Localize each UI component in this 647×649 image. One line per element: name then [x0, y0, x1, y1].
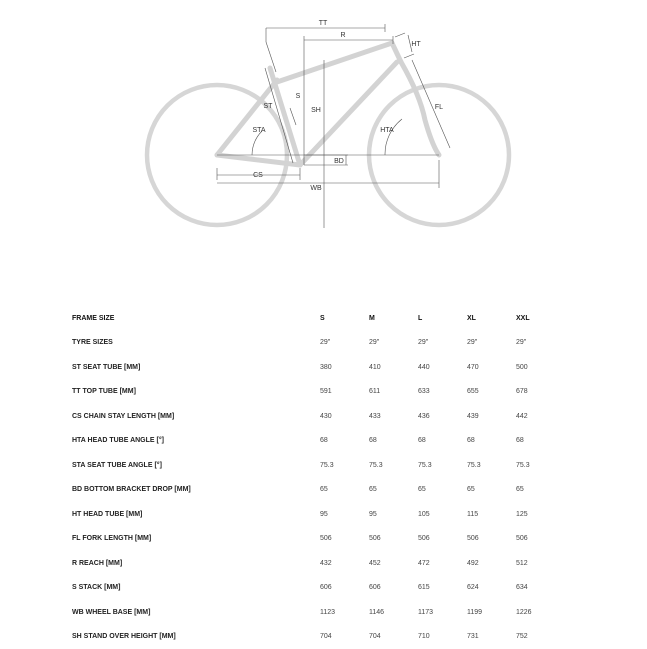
table-row — [72, 600, 565, 625]
row-label: TYRE SIZES — [72, 331, 320, 356]
row-value: 439 — [467, 404, 516, 429]
row-value: 75.3 — [369, 453, 418, 478]
row-value: 75.3 — [516, 453, 565, 478]
row-label: HT HEAD TUBE [MM] — [72, 502, 320, 527]
row-value: 68 — [467, 429, 516, 454]
hta-label: HTA — [380, 127, 394, 134]
table-header-row — [72, 306, 565, 331]
table-row — [72, 625, 565, 649]
row-value: 512 — [516, 551, 565, 576]
geometry-table — [72, 306, 565, 649]
size-s-header: S — [320, 306, 369, 331]
row-value: 492 — [467, 551, 516, 576]
row-value: 506 — [320, 527, 369, 552]
row-value: 115 — [467, 502, 516, 527]
row-value: 606 — [320, 576, 369, 601]
row-value: 655 — [467, 380, 516, 405]
table-row — [72, 478, 565, 503]
row-value: 433 — [369, 404, 418, 429]
row-value: 1199 — [467, 600, 516, 625]
row-value: 380 — [320, 355, 369, 380]
row-value: 75.3 — [320, 453, 369, 478]
table-row — [72, 380, 565, 405]
row-value: 615 — [418, 576, 467, 601]
row-value: 1146 — [369, 600, 418, 625]
row-value: 624 — [467, 576, 516, 601]
fl-label: FL — [435, 104, 443, 111]
row-value: 1173 — [418, 600, 467, 625]
row-value: 29" — [320, 331, 369, 356]
row-value: 500 — [516, 355, 565, 380]
bd-label: BD — [334, 158, 344, 165]
row-value: 125 — [516, 502, 565, 527]
row-value: 65 — [516, 478, 565, 503]
table-row — [72, 331, 565, 356]
row-label: FL FORK LENGTH [MM] — [72, 527, 320, 552]
table-row — [72, 551, 565, 576]
row-value: 29" — [369, 331, 418, 356]
row-value: 65 — [418, 478, 467, 503]
row-label: TT TOP TUBE [MM] — [72, 380, 320, 405]
tt-label: TT — [319, 20, 328, 27]
row-value: 752 — [516, 625, 565, 649]
frame-size-header: FRAME SIZE — [72, 306, 320, 331]
row-value: 633 — [418, 380, 467, 405]
st-label: ST — [264, 103, 274, 110]
row-value: 470 — [467, 355, 516, 380]
row-value: 506 — [369, 527, 418, 552]
row-label: WB WHEEL BASE [MM] — [72, 600, 320, 625]
row-value: 591 — [320, 380, 369, 405]
row-value: 1123 — [320, 600, 369, 625]
bike-geometry-diagram — [0, 0, 647, 240]
row-value: 432 — [320, 551, 369, 576]
row-value: 75.3 — [467, 453, 516, 478]
row-value: 29" — [418, 331, 467, 356]
row-value: 410 — [369, 355, 418, 380]
sta-label: STA — [252, 127, 265, 134]
row-value: 678 — [516, 380, 565, 405]
row-value: 452 — [369, 551, 418, 576]
row-value: 68 — [418, 429, 467, 454]
row-value: 606 — [369, 576, 418, 601]
row-value: 95 — [369, 502, 418, 527]
size-xl-header: XL — [467, 306, 516, 331]
row-value: 75.3 — [418, 453, 467, 478]
row-value: 611 — [369, 380, 418, 405]
row-value: 65 — [369, 478, 418, 503]
table-row — [72, 453, 565, 478]
size-m-header: M — [369, 306, 418, 331]
row-value: 442 — [516, 404, 565, 429]
size-l-header: L — [418, 306, 467, 331]
table-row — [72, 429, 565, 454]
r-label: R — [340, 32, 345, 39]
table-row — [72, 502, 565, 527]
row-value: 506 — [516, 527, 565, 552]
row-value: 68 — [320, 429, 369, 454]
sh-label: SH — [311, 107, 321, 114]
row-value: 472 — [418, 551, 467, 576]
row-label: ST SEAT TUBE [MM] — [72, 355, 320, 380]
row-label: CS CHAIN STAY LENGTH [MM] — [72, 404, 320, 429]
s-label: S — [296, 93, 301, 100]
row-value: 506 — [467, 527, 516, 552]
cs-label: CS — [253, 172, 263, 179]
row-label: HTA HEAD TUBE ANGLE [°] — [72, 429, 320, 454]
row-value: 710 — [418, 625, 467, 649]
row-value: 29" — [516, 331, 565, 356]
table-row — [72, 527, 565, 552]
row-value: 95 — [320, 502, 369, 527]
ht-label: HT — [411, 41, 421, 48]
row-value: 65 — [467, 478, 516, 503]
row-value: 29" — [467, 331, 516, 356]
row-value: 634 — [516, 576, 565, 601]
row-value: 430 — [320, 404, 369, 429]
row-label: S STACK [MM] — [72, 576, 320, 601]
table-row — [72, 404, 565, 429]
row-label: R REACH [MM] — [72, 551, 320, 576]
row-label: SH STAND OVER HEIGHT [MM] — [72, 625, 320, 649]
row-label: BD BOTTOM BRACKET DROP [MM] — [72, 478, 320, 503]
row-label: STA SEAT TUBE ANGLE [°] — [72, 453, 320, 478]
bike-frame — [217, 43, 439, 165]
row-value: 65 — [320, 478, 369, 503]
wb-label: WB — [310, 185, 322, 192]
table-row — [72, 576, 565, 601]
row-value: 68 — [369, 429, 418, 454]
row-value: 68 — [516, 429, 565, 454]
row-value: 105 — [418, 502, 467, 527]
row-value: 731 — [467, 625, 516, 649]
size-xxl-header: XXL — [516, 306, 565, 331]
row-value: 704 — [320, 625, 369, 649]
table-row — [72, 355, 565, 380]
row-value: 704 — [369, 625, 418, 649]
row-value: 506 — [418, 527, 467, 552]
row-value: 1226 — [516, 600, 565, 625]
row-value: 440 — [418, 355, 467, 380]
row-value: 436 — [418, 404, 467, 429]
